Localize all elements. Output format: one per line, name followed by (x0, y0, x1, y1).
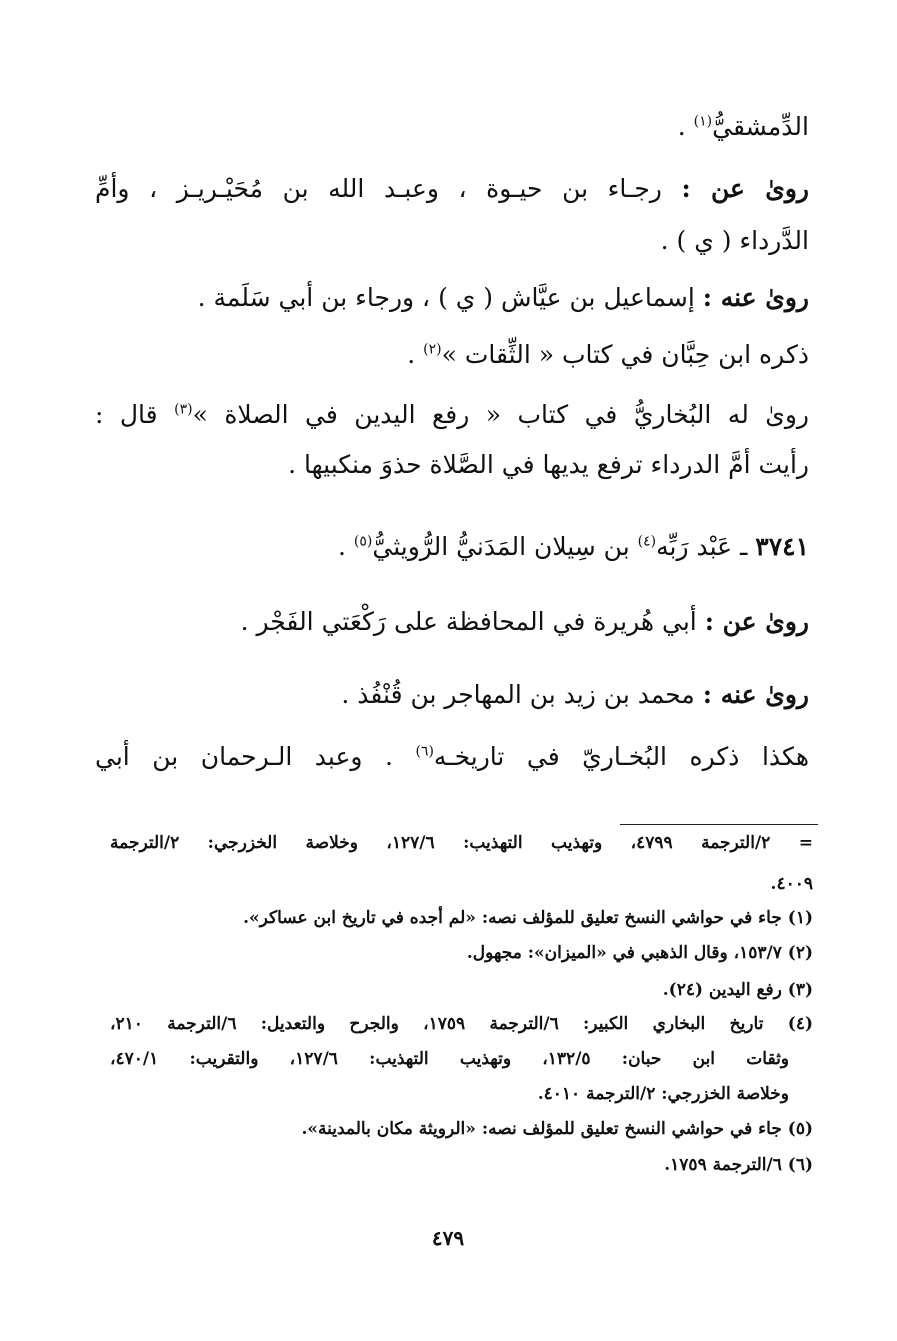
footnote-continued-line-1: = ٢/الترجمة ٤٧٩٩، وتهذيب التهذيب: ١٢٧/٦، وخلاصة الخزرجي: ٢/الترجمة (110, 833, 814, 853)
label-rawa-an: روىٰ عن : (681, 174, 809, 203)
text-line-1: الدِّمشقيُّ$^{(١)}$ . (677, 112, 809, 141)
label-rawa-anhu: روىٰ عنه : (702, 283, 809, 312)
footnote-ref-6: (٦) (415, 743, 434, 760)
entry-number: ٣٧٤١ (755, 532, 809, 561)
label-rawa-an-2: روىٰ عن : (704, 607, 809, 636)
footnote-ref-3: (٣) (174, 401, 193, 418)
footnote-1: (١) جاء في حواشي النسخ تعليق للمؤلف نصه: «لم أجده في تاريخ ابن عساكر». (243, 908, 813, 928)
footnote-4-line-3: وخلاصة الخزرجي: ٢/الترجمة ٤٠١٠. (537, 1084, 789, 1104)
footnote-separator (620, 824, 818, 825)
footnote-ref-2: (٢) (423, 341, 442, 358)
footnote-2: (٢) ١٥٣/٧، وقال الذهبي في «الميزان»: مجهول. (466, 943, 813, 963)
footnote-6: (٦) ٦/الترجمة ١٧٥٩. (664, 1155, 813, 1175)
text-line-7: رأيت أمَّ الدرداء ترفع يديها في الصَّلاة حذوَ منكبيها . (288, 450, 809, 479)
text-line-6: روىٰ له البُخاريُّ في كتاب « رفع اليدين في الصلاة »$^{(٣)}$ قال : (95, 400, 809, 429)
text-line-10: روىٰ عنه : محمد بن زيد بن المهاجر بن قُنْفُذ . (341, 680, 809, 709)
text-line-5: ذكره ابن حِبَّان في كتاب « الثِّقات »$^{(٢)}$ . (407, 340, 809, 369)
footnote-5: (٥) جاء في حواشي النسخ تعليق للمؤلف نصه: «الرويثة مكان بالمدينة». (301, 1119, 813, 1139)
footnote-ref-4: (٤) (637, 533, 657, 550)
footnote-continued-line-2: ٤٠٠٩. (770, 874, 813, 894)
text-line-3: الدَّرداء ( ي ) . (660, 226, 809, 255)
page-number: ٤٧٩ (431, 1226, 465, 1250)
footnote-ref-5: (٥) (353, 533, 373, 550)
footnote-3: (٣) رفع اليدين (٢٤). (662, 980, 813, 1000)
text-line-4: روىٰ عنه : إسماعيل بن عيَّاش ( ي ) ، ورجاء بن أبي سَلَمة . (197, 283, 809, 312)
footnote-4-line-2: وثقات ابن حبان: ١٣٢/٥، وتهذيب التهذيب: ١٢٧/٦، والتقريب: ٤٧٠/١، (110, 1049, 790, 1069)
text-line-9: روىٰ عن : أبي هُريرة في المحافظة على رَكْعَتي الفَجْر . (240, 607, 809, 636)
text-line-2: روىٰ عن : رجـاء بن حيـوة ، وعبـد الله بن مُحَيْـريـز ، وأمِّ (95, 174, 809, 203)
label-rawa-anhu-2: روىٰ عنه : (702, 680, 809, 709)
text-line-11: هكذا ذكره البُخـاريّ في تاريخـه$^{(٦)}$ . وعبد الـرحمان بن أبي (95, 742, 810, 771)
entry-heading-3741: ٣٧٤١ ـ عَبْد رَبِّه$^{(٤)}$ بن سِيلان المَدَنيُّ الرُّويثيُّ$^{(٥)}$ . (338, 532, 809, 561)
footnote-4-line-1: (٤) تاريخ البخاري الكبير: ٦/الترجمة ١٧٥٩، والجرح والتعديل: ٦/الترجمة ٢١٠، (110, 1014, 813, 1034)
footnote-ref-1: (١) (693, 113, 713, 130)
